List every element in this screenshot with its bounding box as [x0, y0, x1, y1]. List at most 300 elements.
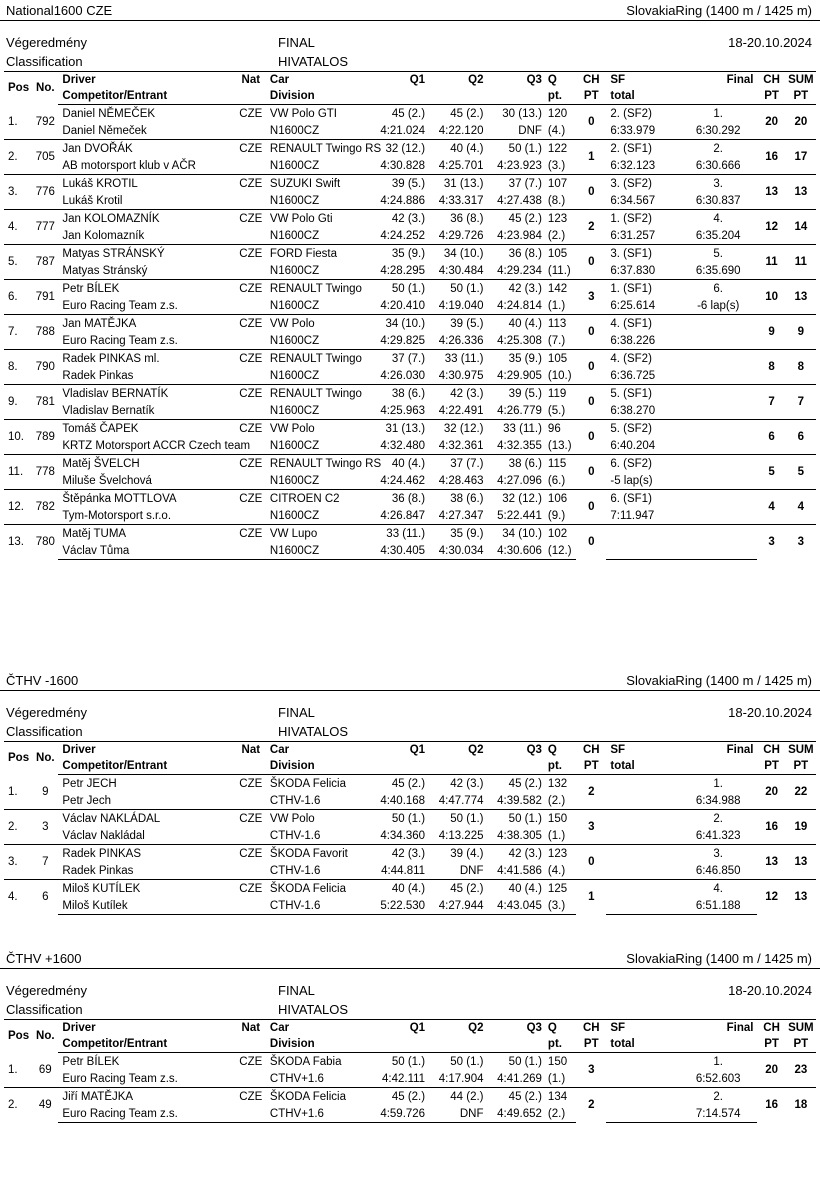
q-total: 113 [544, 315, 576, 333]
car-model: CITROEN C2 [266, 490, 369, 508]
entrant-name: Lukáš Krotil [62, 194, 123, 207]
driver-name: Daniel NĚMEČEK [62, 107, 156, 120]
q-rank: (4.) [547, 864, 566, 877]
col-pos: Pos [4, 742, 32, 775]
sum-points: 17 [786, 140, 816, 175]
superfinal-result: 4. (SF1) [606, 315, 679, 333]
division: N1600CZ [269, 474, 320, 487]
q2-points: 39 (4.) [427, 845, 485, 863]
superfinal-result [606, 1053, 679, 1071]
division: N1600CZ [269, 509, 320, 522]
category-title: ČTHV +1600 [6, 951, 82, 966]
driver-name: Lukáš KROTIL [58, 175, 235, 193]
q3-time: 4:29.234 [497, 264, 542, 277]
q2-time: 4:22.120 [438, 124, 484, 137]
result-row-sub [4, 827, 816, 845]
position: 12. [4, 490, 32, 525]
start-number: 792 [35, 115, 55, 128]
driver-name: Vladislav BERNATÍK [58, 385, 235, 403]
result-row [4, 140, 816, 158]
q1-time: 5:22.530 [369, 897, 427, 915]
superfinal-result: 5. (SF1) [606, 385, 679, 403]
col-car: Car [266, 72, 369, 89]
result-row-sub [4, 897, 816, 915]
q2-time: 4:17.904 [438, 1072, 484, 1085]
q1-points: 31 (13.) [369, 420, 427, 438]
ch-points: 0 [576, 455, 606, 490]
q1-time: 4:30.828 [380, 159, 426, 172]
q-rank: (1.) [547, 1072, 566, 1085]
final-time [679, 332, 758, 350]
superfinal-time: 6:38.270 [610, 404, 656, 417]
col-sf-total: total [606, 1036, 679, 1053]
q2-points: 40 (4.) [427, 140, 485, 158]
entrant-name: AB motorsport klub v AČR [62, 159, 196, 172]
q2-time: DNF [427, 1105, 485, 1123]
position: 1. [8, 785, 18, 798]
q1-points: 37 (7.) [369, 350, 427, 368]
q-rank: (3.) [544, 897, 576, 915]
result-row-sub [4, 437, 816, 455]
final-position: 3. [679, 175, 758, 193]
position: 6. [4, 280, 32, 315]
q1-time: 4:44.811 [381, 864, 426, 877]
car-model: SUZUKI Swift [266, 175, 369, 193]
q-rank: (6.) [547, 474, 566, 487]
result-row-sub [4, 157, 816, 175]
result-label-hu: Végeredmény [6, 983, 87, 998]
final-position: 4. [679, 880, 758, 898]
col-sf: SF [606, 1020, 679, 1037]
entrant-name: Euro Racing Team z.s. [62, 1072, 178, 1085]
final-position [679, 350, 758, 368]
position: 7. [4, 315, 32, 350]
result-row-sub [4, 297, 816, 315]
table-header-row [4, 72, 816, 89]
entrant-name: Euro Racing Team z.s. [62, 334, 178, 347]
start-number: 777 [32, 210, 58, 245]
championship-points: 13 [757, 175, 785, 210]
col-q2: Q2 [427, 72, 485, 89]
q2-points: 39 (5.) [427, 315, 485, 333]
sum-points: 4 [786, 490, 816, 525]
final-position [679, 385, 758, 403]
q3-time: DNF [518, 124, 542, 137]
sum-points: 18 [786, 1088, 816, 1123]
start-number: 9 [42, 785, 49, 798]
col-division: Division [266, 1036, 369, 1053]
q-rank: (8.) [547, 194, 566, 207]
category-title: ČTHV -1600 [6, 673, 79, 688]
q3-points: 45 (2.) [508, 777, 542, 790]
final-position [679, 490, 758, 508]
position: 2. [4, 1088, 32, 1123]
q2-time: 4:26.336 [438, 334, 484, 347]
col-q1: Q1 [369, 1020, 427, 1037]
superfinal-time [606, 1070, 679, 1088]
driver-name: Petr BÍLEK [58, 280, 235, 298]
result-row-sub [4, 402, 816, 420]
table-header-row [4, 1036, 816, 1053]
championship-points: 20 [765, 786, 778, 798]
col-q-pt: pt. [544, 758, 576, 775]
car-model: RENAULT Twingo [266, 350, 369, 368]
result-row-sub [4, 122, 816, 140]
col-no: No. [32, 72, 58, 105]
q2-time: 4:30.975 [438, 369, 484, 382]
q2-points: 42 (3.) [450, 777, 484, 790]
col-ch2-pt: PT [757, 758, 785, 775]
col-nat: Nat [236, 742, 266, 759]
division: N1600CZ [269, 264, 320, 277]
nationality: CZE [236, 525, 266, 543]
result-row-sub [4, 507, 816, 525]
result-label-hu: Végeredmény [6, 35, 87, 50]
championship-points: 16 [757, 140, 785, 175]
q2-points: 45 (2.) [450, 107, 484, 120]
final-time [679, 472, 758, 490]
result-row [4, 210, 816, 228]
final-position: 2. [679, 810, 758, 828]
sum-points: 13 [786, 175, 816, 210]
superfinal-result: 5. (SF2) [606, 420, 679, 438]
start-number: 789 [32, 420, 58, 455]
q-rank: (2.) [547, 794, 566, 807]
final-position: 4. [679, 210, 758, 228]
results-table [4, 741, 816, 915]
sum-points: 9 [786, 315, 816, 350]
start-number: 705 [32, 140, 58, 175]
q2-time: 4:19.040 [438, 299, 484, 312]
nationality: CZE [236, 140, 266, 158]
start-number: 791 [32, 280, 58, 315]
championship-points: 20 [765, 1064, 778, 1076]
table-header-row [4, 88, 816, 105]
q1-points: 45 (2.) [391, 777, 426, 790]
result-row [4, 175, 816, 193]
col-ch-pt: PT [576, 88, 606, 105]
final-time: 7:14.574 [679, 1105, 758, 1123]
official-label: HIVATALOS [278, 54, 349, 69]
q3-time: 4:41.269 [497, 1072, 542, 1085]
nationality: CZE [239, 777, 263, 790]
car-model: VW Polo GTI [269, 107, 338, 120]
q2-points: 37 (7.) [427, 455, 485, 473]
championship-points: 5 [757, 455, 785, 490]
ch-points: 3 [576, 280, 606, 315]
q-total: 125 [544, 880, 576, 898]
nationality: CZE [236, 490, 266, 508]
col-ch: CH [576, 1020, 606, 1037]
col-driver: Driver [58, 72, 235, 89]
start-number: 776 [32, 175, 58, 210]
result-row [4, 1088, 816, 1106]
ch-points: 0 [588, 116, 595, 128]
col-q-pt: pt. [544, 1036, 576, 1053]
nationality: CZE [236, 350, 266, 368]
sum-points: 14 [786, 210, 816, 245]
car-model: RENAULT Twingo RS [266, 140, 369, 158]
q2-points: 50 (1.) [427, 280, 485, 298]
event-date: 18-20.10.2024 [728, 983, 812, 998]
superfinal-result: 2. (SF2) [610, 107, 652, 120]
division: N1600CZ [269, 369, 320, 382]
col-final: Final [679, 742, 758, 759]
col-driver: Driver [58, 742, 235, 759]
superfinal-time: 6:33.979 [610, 124, 656, 137]
nationality: CZE [236, 810, 266, 828]
q1-time: 4:42.111 [382, 1072, 426, 1085]
final-position: 1. [713, 1055, 723, 1068]
ch-points: 3 [588, 1064, 595, 1076]
result-row [4, 245, 816, 263]
track-name: SlovakiaRing (1400 m / 1425 m) [626, 673, 812, 688]
q1-time: 4:34.360 [380, 829, 426, 842]
q3-points: 37 (7.) [486, 175, 544, 193]
position: 4. [4, 880, 32, 915]
sum-points: 8 [786, 350, 816, 385]
championship-points: 7 [757, 385, 785, 420]
q3-points: 50 (1.) [486, 140, 544, 158]
track-name: SlovakiaRing (1400 m / 1425 m) [626, 951, 812, 966]
superfinal-time: 6:36.725 [610, 369, 656, 382]
sum-points: 23 [794, 1064, 808, 1076]
nationality: CZE [236, 245, 266, 263]
q1-time: 4:20.410 [380, 299, 426, 312]
q-total: 123 [544, 845, 576, 863]
entrant-name: Matyas Stránský [62, 264, 148, 277]
result-row-sub [4, 1105, 816, 1123]
col-nat: Nat [236, 1020, 266, 1037]
event-date: 18-20.10.2024 [728, 705, 812, 720]
superfinal-time [606, 827, 679, 845]
q2-time: 4:32.361 [438, 439, 484, 452]
col-division: Division [266, 758, 369, 775]
championship-points: 8 [757, 350, 785, 385]
superfinal-result [606, 880, 679, 898]
col-sf-total: total [606, 758, 679, 775]
entrant-name: Euro Racing Team z.s. [62, 299, 178, 312]
entrant-name: Miloš Kutílek [58, 897, 235, 915]
official-label: HIVATALOS [278, 1002, 349, 1017]
result-row [4, 420, 816, 438]
driver-name: Miloš KUTÍLEK [58, 880, 235, 898]
final-position: 3. [679, 845, 758, 863]
superfinal-time [606, 862, 679, 880]
driver-name: Jan KOLOMAZNÍK [58, 210, 235, 228]
start-number: 781 [32, 385, 58, 420]
ch-points: 0 [576, 420, 606, 455]
q1-time: 4:24.886 [380, 194, 426, 207]
start-number: 69 [38, 1063, 52, 1076]
nationality: CZE [236, 455, 266, 473]
result-row [4, 385, 816, 403]
nationality: CZE [236, 385, 266, 403]
q-total: 96 [544, 420, 576, 438]
q-total: 134 [544, 1088, 576, 1106]
q1-time: 4:59.726 [369, 1105, 427, 1123]
section-meta [0, 691, 820, 741]
entrant-name: Václav Tůma [58, 542, 235, 560]
car-model: VW Lupo [266, 525, 369, 543]
section-meta [0, 969, 820, 1019]
nationality: CZE [239, 1055, 263, 1068]
final-time: -6 lap(s) [697, 299, 740, 312]
col-q1: Q1 [369, 742, 427, 759]
division: N1600CZ [269, 299, 320, 312]
sum-points: 20 [794, 116, 808, 128]
championship-points: 9 [757, 315, 785, 350]
q1-points: 42 (3.) [369, 210, 427, 228]
ch-points: 1 [576, 880, 606, 915]
q3-points: 38 (6.) [486, 455, 544, 473]
final-time: 6:35.204 [695, 229, 741, 242]
championship-points: 4 [757, 490, 785, 525]
col-sum-pt: PT [786, 1036, 816, 1053]
col-q: Q [544, 742, 576, 759]
q2-time: 4:27.347 [438, 509, 484, 522]
driver-name: Matyas STRÁNSKÝ [58, 245, 235, 263]
start-number: 788 [32, 315, 58, 350]
position: 11. [4, 455, 32, 490]
col-car: Car [266, 1020, 369, 1037]
result-row [4, 105, 816, 123]
entrant-name: Daniel Němeček [62, 124, 147, 137]
start-number: 49 [32, 1088, 58, 1123]
sum-points: 3 [786, 525, 816, 560]
q-rank: (13.) [547, 439, 572, 452]
result-row-sub [4, 332, 816, 350]
q2-points: 50 (1.) [450, 1055, 484, 1068]
superfinal-result [606, 525, 679, 543]
q3-time: 4:24.814 [497, 299, 542, 312]
col-q-pt: pt. [544, 88, 576, 105]
q1-time: 4:32.480 [380, 439, 426, 452]
q1-points: 33 (11.) [369, 525, 427, 543]
q1-time: 4:30.405 [369, 542, 427, 560]
col-sum: SUM [786, 1020, 816, 1037]
result-row [4, 775, 816, 793]
entrant-name: KRTZ Motorsport ACCR Czech team [62, 439, 251, 452]
q3-points: 42 (3.) [486, 845, 544, 863]
superfinal-time [606, 542, 679, 560]
division: N1600CZ [269, 334, 320, 347]
car-model: ŠKODA Felicia [269, 777, 346, 790]
final-label: FINAL [278, 35, 315, 50]
final-position: 5. [679, 245, 758, 263]
col-ch-pt: PT [576, 758, 606, 775]
sum-points: 13 [786, 845, 816, 880]
entrant-name: Václav Nakládal [62, 829, 145, 842]
final-time [679, 437, 758, 455]
section-header [0, 0, 820, 21]
q3-points: 42 (3.) [486, 280, 544, 298]
q3-time: 4:26.779 [497, 404, 542, 417]
championship-points: 16 [757, 810, 785, 845]
q2-time: 4:22.491 [438, 404, 484, 417]
q1-points: 39 (5.) [369, 175, 427, 193]
q-rank: (2.) [547, 229, 566, 242]
category-title: National1600 CZE [6, 3, 113, 18]
final-position: 2. [679, 140, 758, 158]
q3-time: 4:41.586 [497, 864, 542, 877]
q3-time: 4:49.652 [486, 1105, 544, 1123]
q3-points: 50 (1.) [486, 810, 544, 828]
q1-time: 4:28.295 [380, 264, 426, 277]
col-final: Final [679, 1020, 758, 1037]
sum-points: 6 [786, 420, 816, 455]
event-date: 18-20.10.2024 [728, 35, 812, 50]
q1-points: 42 (3.) [369, 845, 427, 863]
car-model: VW Polo [266, 810, 369, 828]
superfinal-time: 7:11.947 [610, 509, 655, 522]
q-rank: (7.) [547, 334, 566, 347]
final-position [679, 315, 758, 333]
col-pos: Pos [4, 72, 32, 105]
q-rank: (12.) [544, 542, 576, 560]
division: N1600CZ [269, 404, 320, 417]
q1-time: 4:21.024 [380, 124, 426, 137]
championship-points: 10 [757, 280, 785, 315]
col-no: No. [32, 1020, 58, 1053]
q-total: 150 [544, 810, 576, 828]
result-row [4, 1053, 816, 1071]
championship-points: 12 [757, 210, 785, 245]
final-time: 6:52.603 [695, 1072, 741, 1085]
division: N1600CZ [269, 159, 320, 172]
division: CTHV-1.6 [269, 829, 321, 842]
col-q3: Q3 [486, 742, 544, 759]
final-label: FINAL [278, 705, 315, 720]
driver-name: Petr JECH [62, 777, 117, 790]
table-header-row [4, 1020, 816, 1037]
nationality: CZE [236, 280, 266, 298]
entrant-name: Radek Pinkas [62, 369, 134, 382]
q-total: 107 [544, 175, 576, 193]
q2-points: 50 (1.) [427, 810, 485, 828]
position: 2. [4, 810, 32, 845]
start-number: 778 [32, 455, 58, 490]
driver-name: Matěj ŠVELCH [58, 455, 235, 473]
section-header [0, 948, 820, 969]
driver-name: Štěpánka MOTTLOVA [58, 490, 235, 508]
q3-time: 4:29.905 [497, 369, 542, 382]
car-model: RENAULT Twingo RS [266, 455, 369, 473]
superfinal-result: 6. (SF1) [606, 490, 679, 508]
start-number: 782 [32, 490, 58, 525]
q2-time: 4:28.463 [438, 474, 484, 487]
superfinal-time: 6:34.567 [610, 194, 656, 207]
q-total: 119 [544, 385, 576, 403]
q2-points: 31 (13.) [427, 175, 485, 193]
final-time: 6:30.666 [695, 159, 741, 172]
result-label-en: Classification [6, 1002, 83, 1017]
col-no: No. [32, 742, 58, 775]
final-position: 1. [713, 777, 723, 790]
col-q: Q [544, 72, 576, 89]
col-ch2: CH [757, 1020, 785, 1037]
car-model: FORD Fiesta [266, 245, 369, 263]
q-total: 102 [544, 525, 576, 543]
superfinal-result [606, 810, 679, 828]
division: CTHV+1.6 [266, 1105, 369, 1123]
result-label-en: Classification [6, 724, 83, 739]
superfinal-time: 6:40.204 [610, 439, 656, 452]
q-rank: (1.) [547, 299, 566, 312]
q1-time: 4:24.462 [380, 474, 426, 487]
entrant-name: Jan Kolomazník [62, 229, 145, 242]
ch-points: 0 [576, 350, 606, 385]
